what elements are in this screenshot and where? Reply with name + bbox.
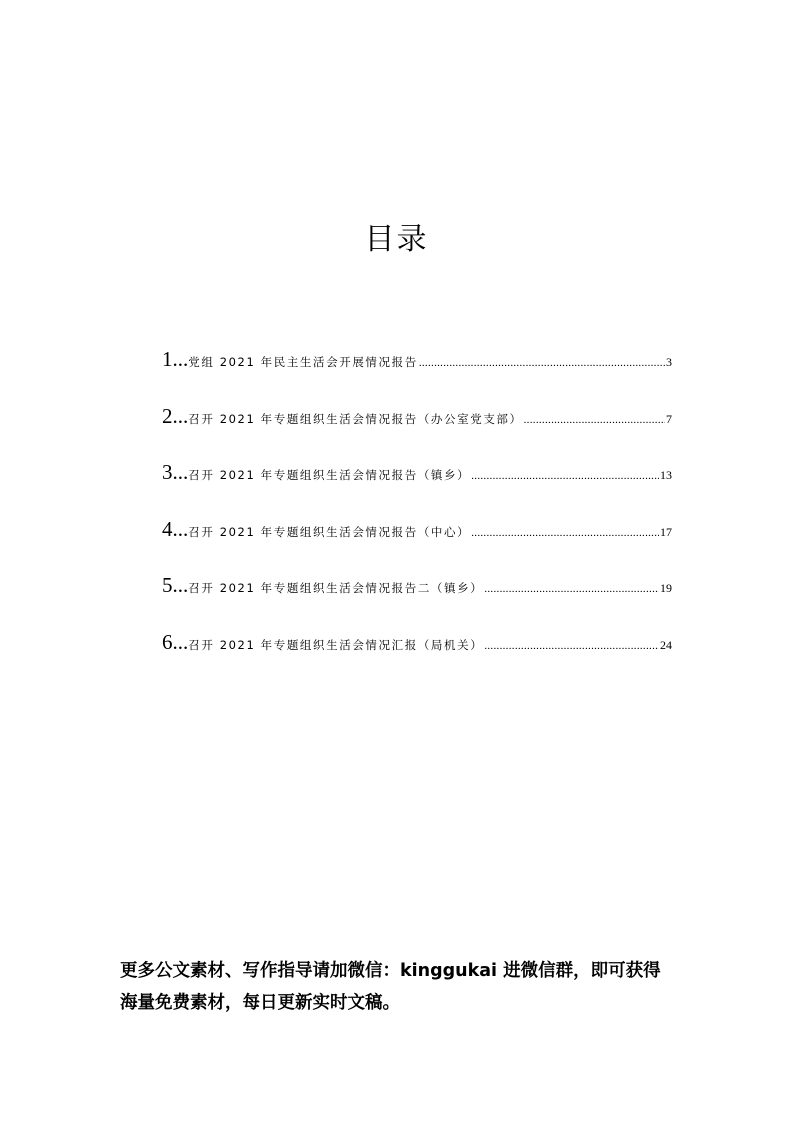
toc-entry-page-number: 3 [666,355,672,369]
toc-entry-title[interactable]: 召开 2021 年专题组织生活会情况报告二（镇乡） [188,581,484,595]
footer-promo-text [120,955,680,1019]
toc-dot-leader [471,519,659,547]
toc-entry-page-number: 13 [660,468,672,482]
toc-dot-leader [471,462,659,490]
toc-entry[interactable] [162,628,672,685]
toc-dot-leader [524,406,665,434]
toc-entry-title[interactable]: 召开 2021 年专题组织生活会情况报告（镇乡） [188,468,471,482]
toc-entry-number: 4... [162,516,189,541]
toc-entry[interactable] [162,571,672,628]
toc-entry-title[interactable]: 召开 2021 年专题组织生活会情况汇报（局机关） [188,637,484,652]
toc-dot-leader [484,575,659,603]
toc-entry[interactable] [162,458,672,515]
page-title: 目录 [364,222,429,257]
table-of-contents [162,345,672,684]
footer-line-1: 更多公文素材、写作指导请加微信：kinggukai 进微信群，即可获得 [120,961,661,981]
toc-entry-title[interactable]: 召开 2021 年专题组织生活会情况报告（办公室党支部） [188,411,523,426]
toc-entry-number: 6... [162,629,189,654]
toc-entry-page-number: 19 [660,581,672,595]
toc-entry[interactable] [162,345,672,402]
toc-entry-page-number: 17 [660,524,672,539]
toc-entry[interactable] [162,402,672,459]
toc-entry-page-number: 24 [660,637,672,652]
toc-entry-number: 5... [162,573,189,597]
toc-dot-leader [419,349,665,377]
footer-line-2: 海量免费素材，每日更新实时文稿。 [120,993,400,1013]
toc-entry-number: 2... [162,403,189,428]
toc-entry[interactable] [162,515,672,572]
toc-entry-title[interactable]: 召开 2021 年专题组织生活会情况报告（中心） [188,524,471,539]
toc-entry-number: 3... [162,460,189,484]
toc-entry-number: 1... [162,347,189,371]
toc-entry-page-number: 7 [666,411,672,426]
toc-entry-title[interactable]: 党组 2021 年民主生活会开展情况报告 [188,355,418,369]
toc-dot-leader [484,632,659,660]
